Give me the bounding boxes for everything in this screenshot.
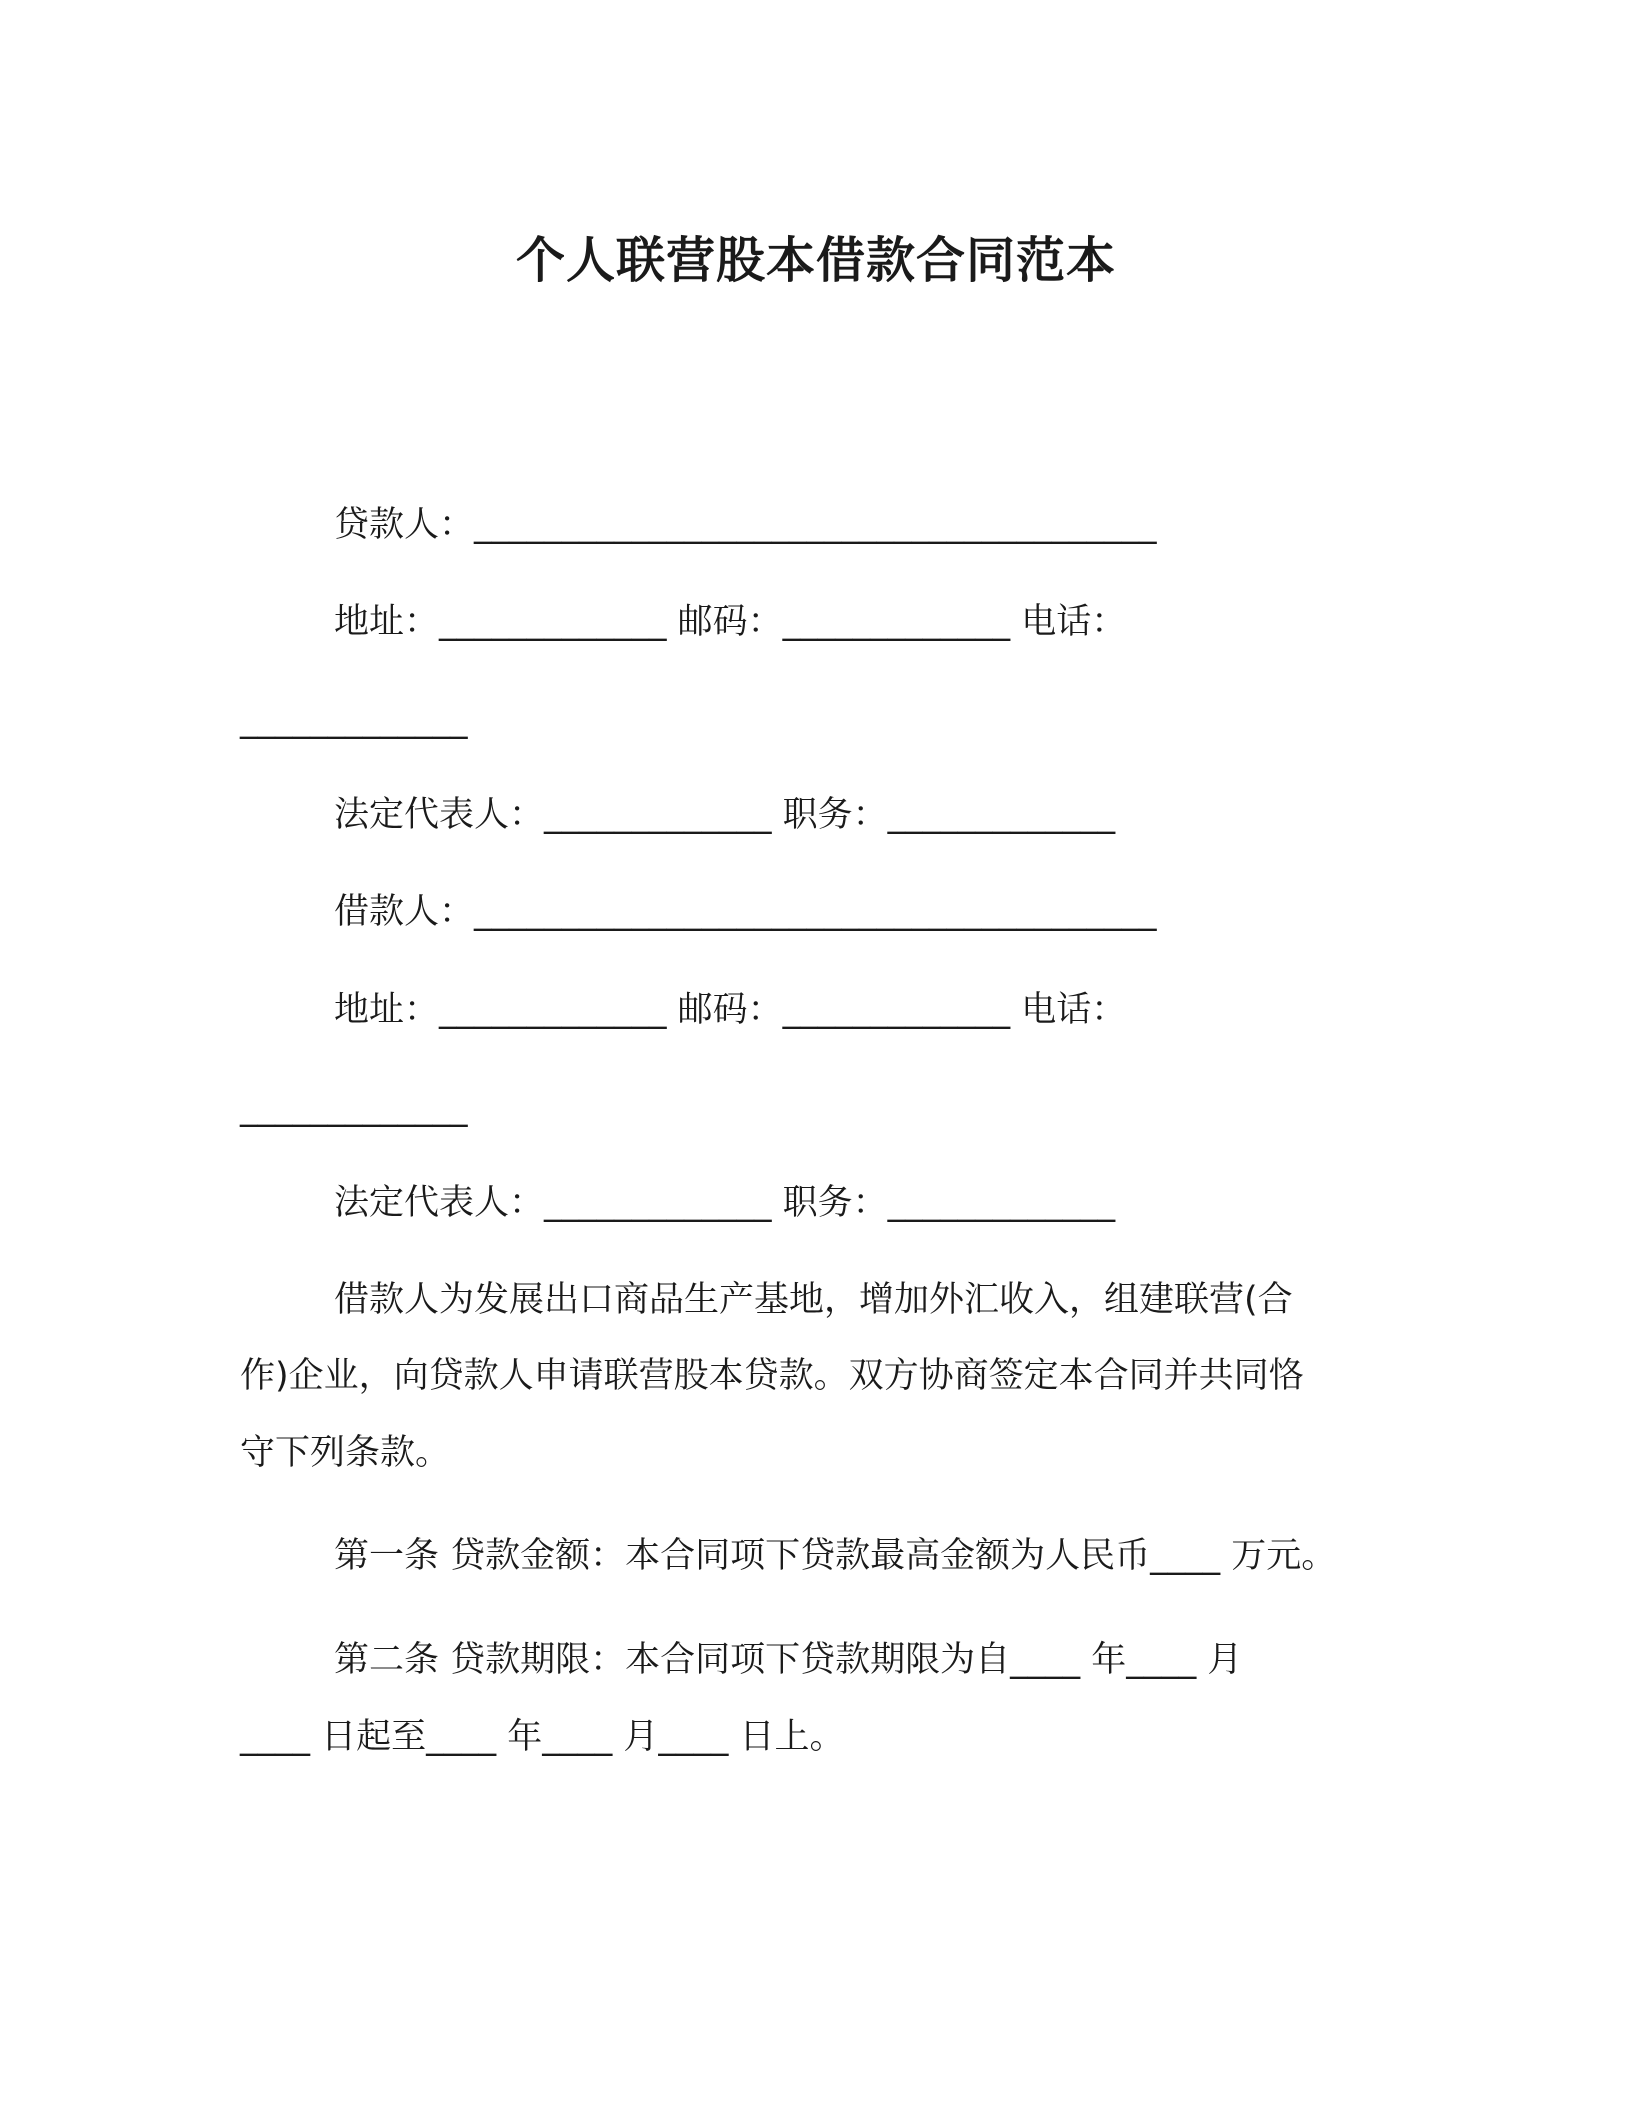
document-title: 个人联营股本借款合同范本 bbox=[515, 232, 1116, 289]
article-1-line-1: 第一条 贷款金额：本合同项下贷款最高金额为人民币____ 万元。 bbox=[334, 1536, 1337, 1576]
lender-representative-line: 法定代表人：_____________ 职务：_____________ bbox=[334, 795, 1116, 835]
preamble-line-3: 守下列条款。 bbox=[240, 1433, 451, 1473]
lender-phone-blank: _____________ bbox=[240, 700, 468, 740]
article-2-line-2: ____ 日起至____ 年____ 月____ 日上。 bbox=[240, 1717, 845, 1757]
borrower-phone-blank: _____________ bbox=[240, 1088, 468, 1128]
borrower-address-line: 地址：_____________ 邮码：_____________ 电话： bbox=[334, 990, 1127, 1030]
preamble-line-1: 借款人为发展出口商品生产基地，增加外汇收入，组建联营(合 bbox=[334, 1280, 1293, 1320]
article-2-line-1: 第二条 贷款期限：本合同项下贷款期限为自____ 年____ 月 bbox=[334, 1640, 1243, 1680]
lender-name-line: 贷款人：_______________________________________ bbox=[334, 505, 1157, 545]
borrower-name-line: 借款人：_______________________________________ bbox=[334, 892, 1157, 932]
lender-address-line: 地址：_____________ 邮码：_____________ 电话： bbox=[334, 602, 1127, 642]
preamble-line-2: 作)企业，向贷款人申请联营股本贷款。双方协商签定本合同并共同恪 bbox=[240, 1356, 1304, 1396]
borrower-representative-line: 法定代表人：_____________ 职务：_____________ bbox=[334, 1183, 1116, 1223]
